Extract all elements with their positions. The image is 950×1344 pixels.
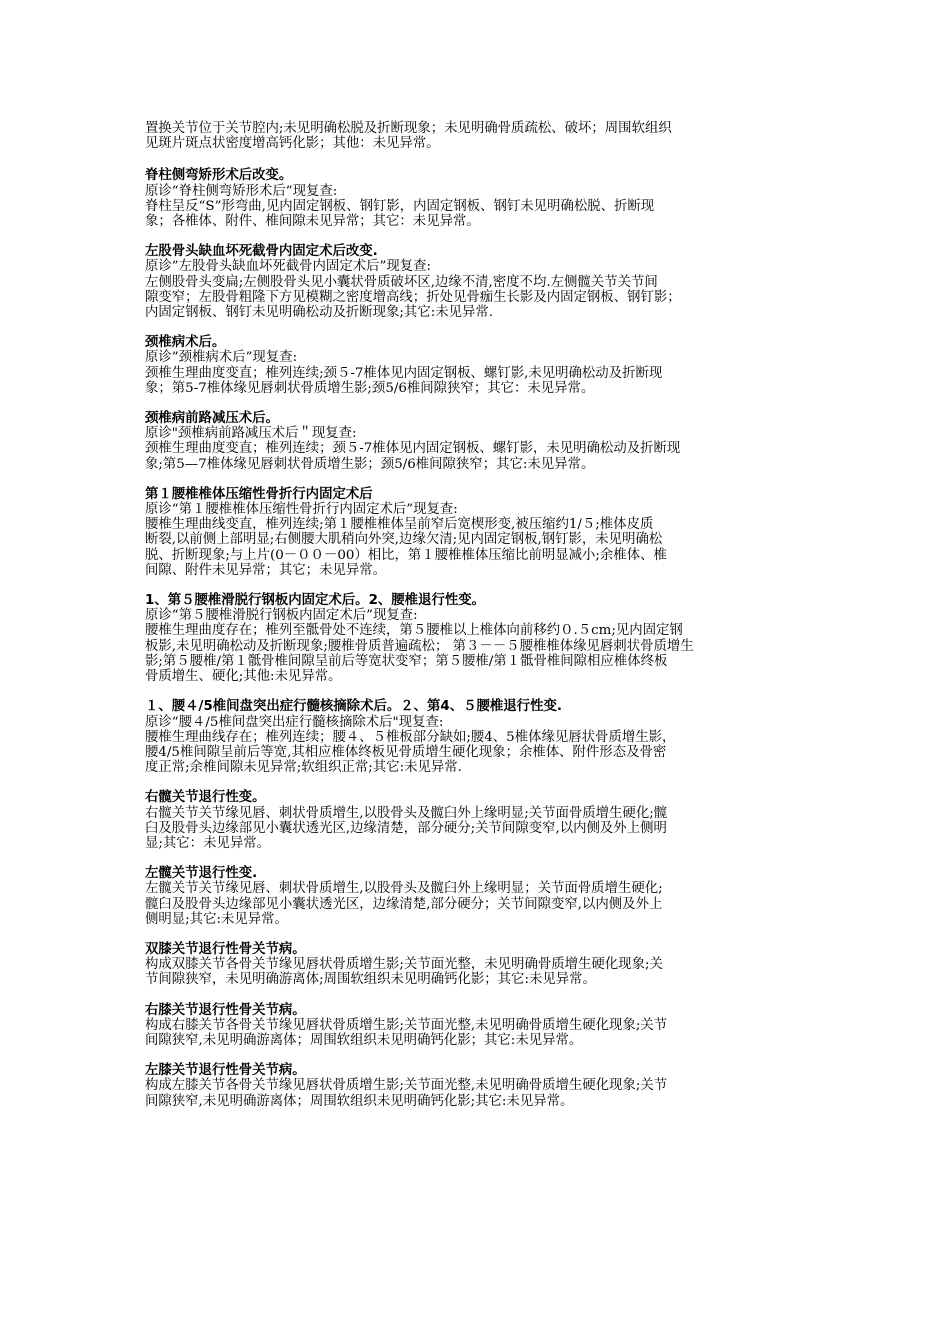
body-line: 见斑片斑点状密度增高钙化影；其他：未见异常。 (145, 136, 440, 152)
body-line: 度正常;余椎间隙未见异常;软组织正常;其它:未见异常. (145, 760, 462, 776)
section-heading: 1、第５腰椎滑脱行钢板内固定术后。2、腰椎退行性变。 (145, 593, 486, 609)
body-line: 左侧股骨头变扁;左侧股骨头见小囊状骨质破坏区,边缘不清,密度不均.左侧髋关节关节间 (145, 274, 658, 290)
body-line: 右髋关节关节缘见唇、刺状骨质增生,以股骨头及髋臼外上缘明显;关节面骨质增生硬化;髋 (145, 805, 668, 821)
section-heading: 左股骨头缺血坏死截骨内固定术后改变. (145, 244, 378, 260)
report-section-left-hip (145, 866, 810, 927)
body-line: 间隙、附件未见异常；其它；未见异常。 (145, 562, 387, 578)
body-line: 显;其它：未见异常。 (145, 835, 271, 851)
section-heading: 双膝关节退行性骨关节病。 (145, 941, 306, 957)
report-section-femoral-head (145, 244, 810, 320)
body-line: 象；第5-7椎体缘见唇刺状骨质增生影;颈5/6椎间隙狭窄；其它：未见异常。 (145, 380, 595, 396)
section-heading: 右髋关节退行性变。 (145, 790, 266, 806)
report-section-l5-spondylolisthesis (145, 593, 810, 684)
body-line: 原诊”颈椎病术后”现复查: (145, 350, 298, 366)
report-section-both-knees (145, 942, 810, 988)
body-line: 原诊“第１腰椎椎体压缩性骨折行内固定术后”现复查: (145, 502, 458, 518)
section-heading: 颈椎病前路减压术后。 (145, 411, 279, 427)
body-line: 原诊“脊柱侧弯矫形术后”现复查: (145, 183, 338, 199)
body-line: 内固定钢板、钢钉未见明确松动及折断现象;其它:未见异常. (145, 305, 494, 321)
body-line: 原诊“第５腰椎滑脱行钢板内固定术后”现复查: (145, 608, 418, 624)
section-heading: 脊柱侧弯矫形术后改变。 (145, 168, 293, 184)
section-heading: 左髋关节退行性变. (145, 866, 258, 882)
body-line: 腰椎生理曲线变直，椎列连续;第１腰椎椎体呈前窄后宽楔形变,被压缩约1/５;椎体皮质 (145, 517, 654, 533)
body-line: 侧明显;其它:未见异常。 (145, 911, 288, 927)
body-line: 颈椎生理曲度变直；椎列连续；颈５-7椎体见内固定钢板、螺钉影，未见明确松动及折断现 (145, 441, 681, 457)
document-page (145, 121, 810, 1124)
section-heading: 第１腰椎椎体压缩性骨折行内固定术后 (145, 486, 373, 502)
section-heading: 右膝关节退行性骨关节病。 (145, 1002, 306, 1018)
body-line: 颈椎生理曲度变直；椎列连续;颈５-7椎体见内固定钢板、螺钉影,未见明确松动及折断现 (145, 365, 663, 381)
body-line: 原诊”左股骨头缺血坏死截骨内固定术后”现复查: (145, 259, 432, 275)
body-line: 原诊"颈椎病前路减压术后＂现复查: (145, 426, 357, 442)
body-line: 腰椎生理曲线存在；椎列连续；腰４、５椎板部分缺如;腰4、5椎体缘见唇状骨质增生影， (145, 729, 676, 745)
body-line: 构成左膝关节各骨关节缘见唇状骨质增生影;关节面光整,未见明确骨质增生硬化现象;关节 (145, 1078, 668, 1094)
body-line: 隙变窄；左股骨粗隆下方见模糊之密度增高线；折处见骨痂生长影及内固定钢板、钢钉影； (145, 289, 681, 305)
body-line: 断裂,以前侧上部明显;右侧腰大肌稍向外突,边缘欠清;见内固定钢板,钢钉影，未见明确松 (145, 532, 663, 548)
body-line: 臼及股骨头边缘部见小囊状透光区,边缘清楚，部分硬分;关节间隙变窄,以内侧及外上侧明 (145, 820, 667, 836)
body-line: 板影,未见明确松动及折断现象;腰椎骨质普遍疏松； 第３－－５腰椎椎体缘见唇刺状骨质增生 (145, 638, 694, 654)
body-line: 间隙狭窄,未见明确游离体；周围软组织未见明确钙化影;其它:未见异常。 (145, 1093, 574, 1109)
body-line: 置换关节位于关节腔内;未见明确松脱及折断现象；未见明确骨质疏松、破坏；周围软组织 (145, 121, 672, 136)
body-line: 象;第5—7椎体缘见唇刺状骨质增生影；颈5/6椎间隙狭窄；其它:未见异常。 (145, 456, 595, 472)
report-section-scoliosis (145, 168, 810, 229)
body-line: 腰椎生理曲度存在；椎列至骶骨处不连续，第５腰椎以上椎体向前移约０.５cm;见内固定钢 (145, 623, 683, 639)
body-line: 影;第５腰椎/第１骶骨椎间隙呈前后等宽状变窄；第５腰椎/第１骶骨椎间隙相应椎体终板 (145, 653, 668, 669)
report-section-cervical (145, 335, 810, 396)
body-line: 节间隙狭窄，未见明确游离体;周围软组织未见明确钙化影；其它:未见异常。 (145, 972, 596, 988)
body-line: 脊柱呈反“S”形弯曲,见内固定钢板、钢钉影，内固定钢板、钢钉未见明确松脱、折断现 (145, 198, 655, 214)
report-section-right-knee (145, 1003, 810, 1049)
section-heading: 颈椎病术后。 (145, 335, 226, 351)
body-line: 原诊“腰４/5椎间盘突出症行髓核摘除术后"现复查: (145, 714, 444, 730)
report-section-cervical-anterior (145, 411, 810, 472)
body-line: 腰4/5椎间隙呈前后等宽,其相应椎体终板见骨质增生硬化现象；余椎体、附件形态及骨密 (145, 744, 667, 760)
body-line: 构成右膝关节各骨关节缘见唇状骨质增生影;关节面光整,未见明确骨质增生硬化现象;关节 (145, 1017, 668, 1033)
report-section-right-hip (145, 790, 810, 851)
body-line: 骨质增生、硬化;其他:未见异常。 (145, 669, 342, 685)
body-line: 髋臼及股骨头边缘部见小囊状透光区，边缘清楚,部分硬分；关节间隙变窄,以内侧及外上 (145, 896, 663, 912)
report-section-prosthesis (145, 121, 810, 151)
report-section-l45-disc (145, 699, 810, 775)
body-line: 间隙狭窄,未见明确游离体；周围软组织未见明确钙化影；其它:未见异常。 (145, 1032, 583, 1048)
body-line: 象；各椎体、附件、椎间隙未见异常；其它：未见异常。 (145, 214, 480, 230)
report-section-l1-fracture (145, 487, 810, 578)
section-heading: １、腰４/5椎间盘突出症行髓核摘除术后。２、第4、５腰椎退行性变. (145, 699, 562, 715)
body-line: 构成双膝关节各骨关节缘见唇状骨质增生影;关节面光整，未见明确骨质增生硬化现象;关 (145, 957, 663, 973)
body-line: 左髋关节关节缘见唇、刺状骨质增生,以股骨头及髋臼外上缘明显；关节面骨质增生硬化; (145, 881, 663, 897)
report-section-left-knee (145, 1063, 810, 1109)
section-heading: 左膝关节退行性骨关节病。 (145, 1063, 306, 1079)
body-line: 脱、折断现象;与上片(0－００－00）相比，第１腰椎椎体压缩比前明显减小;余椎体、椎 (145, 547, 667, 563)
